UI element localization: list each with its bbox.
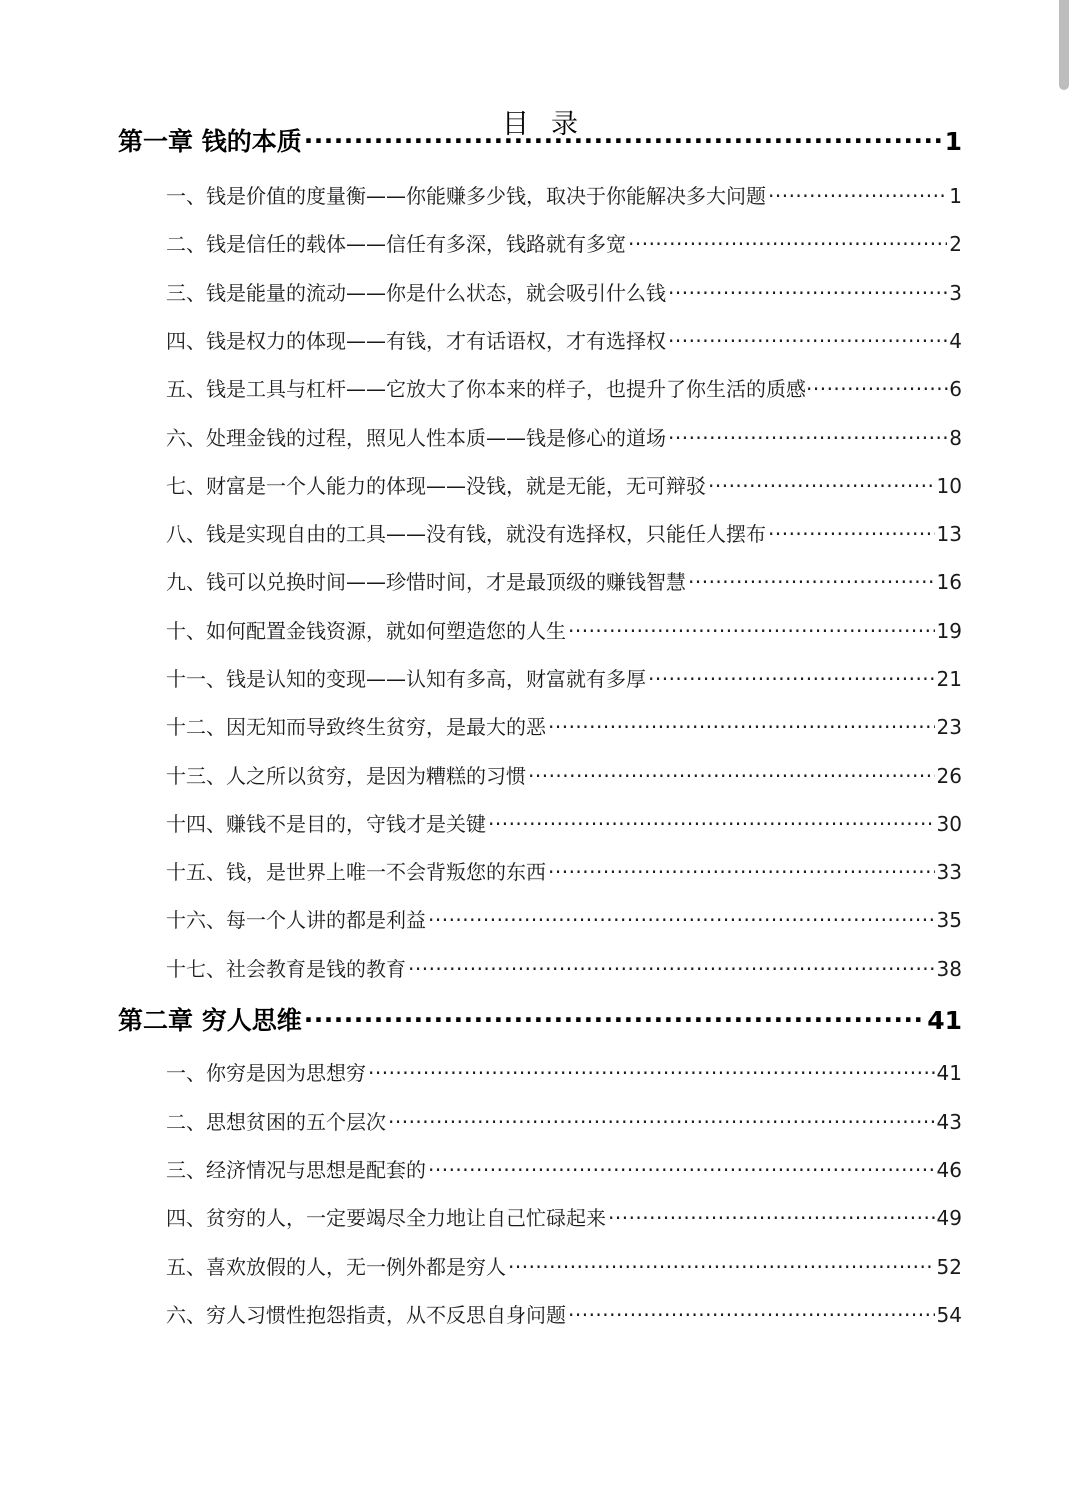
dot-leader	[428, 907, 935, 927]
dot-leader	[428, 1157, 935, 1177]
toc-entry[interactable]	[166, 856, 962, 885]
page-number: 43	[936, 1110, 962, 1134]
page-number: 6	[949, 377, 962, 401]
toc-entry[interactable]	[166, 470, 962, 499]
entry-title: 一、钱是价值的度量衡——你能赚多少钱，取决于你能解决多大问题	[166, 184, 766, 208]
page-number: 21	[936, 667, 962, 691]
page-number: 30	[936, 812, 962, 836]
toc-chapter-1[interactable]	[118, 122, 962, 158]
entry-title: 十七、社会教育是钱的教育	[166, 957, 406, 981]
entry-title: 十一、钱是认知的变现——认知有多高，财富就有多厚	[166, 667, 646, 691]
toc-entry[interactable]	[166, 1299, 962, 1328]
page-number: 46	[936, 1158, 962, 1182]
entry-title: 五、喜欢放假的人，无一例外都是穷人	[166, 1255, 506, 1279]
vertical-scrollbar-thumb[interactable]	[1059, 0, 1069, 90]
toc-entry[interactable]	[166, 373, 962, 402]
toc-entry[interactable]	[166, 1202, 962, 1231]
dot-leader	[628, 231, 947, 251]
entry-title: 六、穷人习惯性抱怨指责，从不反思自身问题	[166, 1303, 566, 1327]
page-number: 3	[949, 281, 962, 305]
entry-title: 六、处理金钱的过程，照见人性本质——钱是修心的道场	[166, 426, 666, 450]
page-number: 26	[936, 764, 962, 788]
entry-title: 三、钱是能量的流动——你是什么状态，就会吸引什么钱	[166, 281, 666, 305]
page-number: 13	[936, 522, 962, 546]
toc-entry[interactable]	[166, 180, 962, 209]
dot-leader	[488, 811, 935, 831]
dot-leader	[304, 125, 943, 150]
entry-title: 二、钱是信任的载体——信任有多深，钱路就有多宽	[166, 232, 626, 256]
dot-leader	[806, 376, 949, 396]
page-number: 35	[936, 908, 962, 932]
toc-entry[interactable]	[166, 277, 962, 306]
dot-leader	[668, 328, 947, 348]
page-number: 4	[949, 329, 962, 353]
page-number: 10	[936, 474, 962, 498]
dot-leader	[408, 956, 935, 976]
dot-leader	[388, 1109, 935, 1129]
dot-leader	[668, 280, 947, 300]
toc-entry[interactable]	[166, 1057, 962, 1086]
dot-leader	[648, 666, 935, 686]
page-number: 41	[927, 1006, 962, 1035]
entry-title: 二、思想贫困的五个层次	[166, 1110, 386, 1134]
toc-entry[interactable]	[166, 953, 962, 982]
entry-title: 十、如何配置金钱资源，就如何塑造您的人生	[166, 619, 566, 643]
entry-title: 七、财富是一个人能力的体现——没钱，就是无能，无可辩驳	[166, 474, 706, 498]
entry-title: 十四、赚钱不是目的，守钱才是关键	[166, 812, 486, 836]
toc-entry[interactable]	[166, 663, 962, 692]
page-number: 33	[936, 860, 962, 884]
dot-leader	[708, 473, 935, 493]
toc-entry[interactable]	[166, 1251, 962, 1280]
page-number: 41	[936, 1061, 962, 1085]
chapter-title: 第二章 穷人思维	[118, 1006, 302, 1035]
entry-title: 十六、每一个人讲的都是利益	[166, 908, 426, 932]
dot-leader	[508, 1254, 935, 1274]
page-number: 23	[936, 715, 962, 739]
page-number: 54	[936, 1303, 962, 1327]
toc-title: 目录	[502, 109, 600, 141]
page-number: 1	[949, 184, 962, 208]
toc-entry[interactable]	[166, 1154, 962, 1183]
page-number: 1	[944, 127, 962, 156]
entry-title: 三、经济情况与思想是配套的	[166, 1158, 426, 1182]
page-number: 16	[936, 570, 962, 594]
dot-leader	[548, 714, 935, 734]
toc-entry[interactable]	[166, 518, 962, 547]
dot-leader	[568, 1302, 935, 1322]
entry-title: 十三、人之所以贫穷，是因为糟糕的习惯	[166, 764, 526, 788]
dot-leader	[768, 183, 947, 203]
entry-title: 五、钱是工具与杠杆——它放大了你本来的样子，也提升了你生活的质感	[166, 377, 806, 401]
toc-chapter-2[interactable]	[118, 1001, 962, 1037]
entry-title: 一、你穷是因为思想穷	[166, 1061, 366, 1085]
toc-entry[interactable]	[166, 904, 962, 933]
toc-entry[interactable]	[166, 615, 962, 644]
dot-leader	[768, 521, 935, 541]
page-number: 52	[936, 1255, 962, 1279]
toc-entry[interactable]	[166, 711, 962, 740]
dot-leader	[548, 859, 935, 879]
entry-title: 八、钱是实现自由的工具——没有钱，就没有选择权，只能任人摆布	[166, 522, 766, 546]
toc-entry[interactable]	[166, 325, 962, 354]
toc-entry[interactable]	[166, 228, 962, 257]
toc-entry[interactable]	[166, 422, 962, 451]
dot-leader	[568, 618, 935, 638]
entry-title: 四、钱是权力的体现——有钱，才有话语权，才有选择权	[166, 329, 666, 353]
toc-entry[interactable]	[166, 808, 962, 837]
entry-title: 十五、钱，是世界上唯一不会背叛您的东西	[166, 860, 546, 884]
toc-entry[interactable]	[166, 760, 962, 789]
toc-entry[interactable]	[166, 1106, 962, 1135]
dot-leader	[608, 1205, 935, 1225]
entry-title: 四、贫穷的人，一定要竭尽全力地让自己忙碌起来	[166, 1206, 606, 1230]
page-number: 8	[949, 426, 962, 450]
entry-title: 十二、因无知而导致终生贫穷，是最大的恶	[166, 715, 546, 739]
dot-leader	[668, 425, 947, 445]
dot-leader	[368, 1060, 935, 1080]
page-number: 2	[949, 232, 962, 256]
page-number: 19	[936, 619, 962, 643]
page-number: 38	[936, 957, 962, 981]
entry-title: 九、钱可以兑换时间——珍惜时间，才是最顶级的赚钱智慧	[166, 570, 686, 594]
chapter-title: 第一章 钱的本质	[118, 127, 302, 156]
dot-leader	[304, 1004, 925, 1029]
dot-leader	[528, 763, 935, 783]
dot-leader	[688, 569, 935, 589]
toc-entry[interactable]	[166, 566, 962, 595]
page-number: 49	[936, 1206, 962, 1230]
